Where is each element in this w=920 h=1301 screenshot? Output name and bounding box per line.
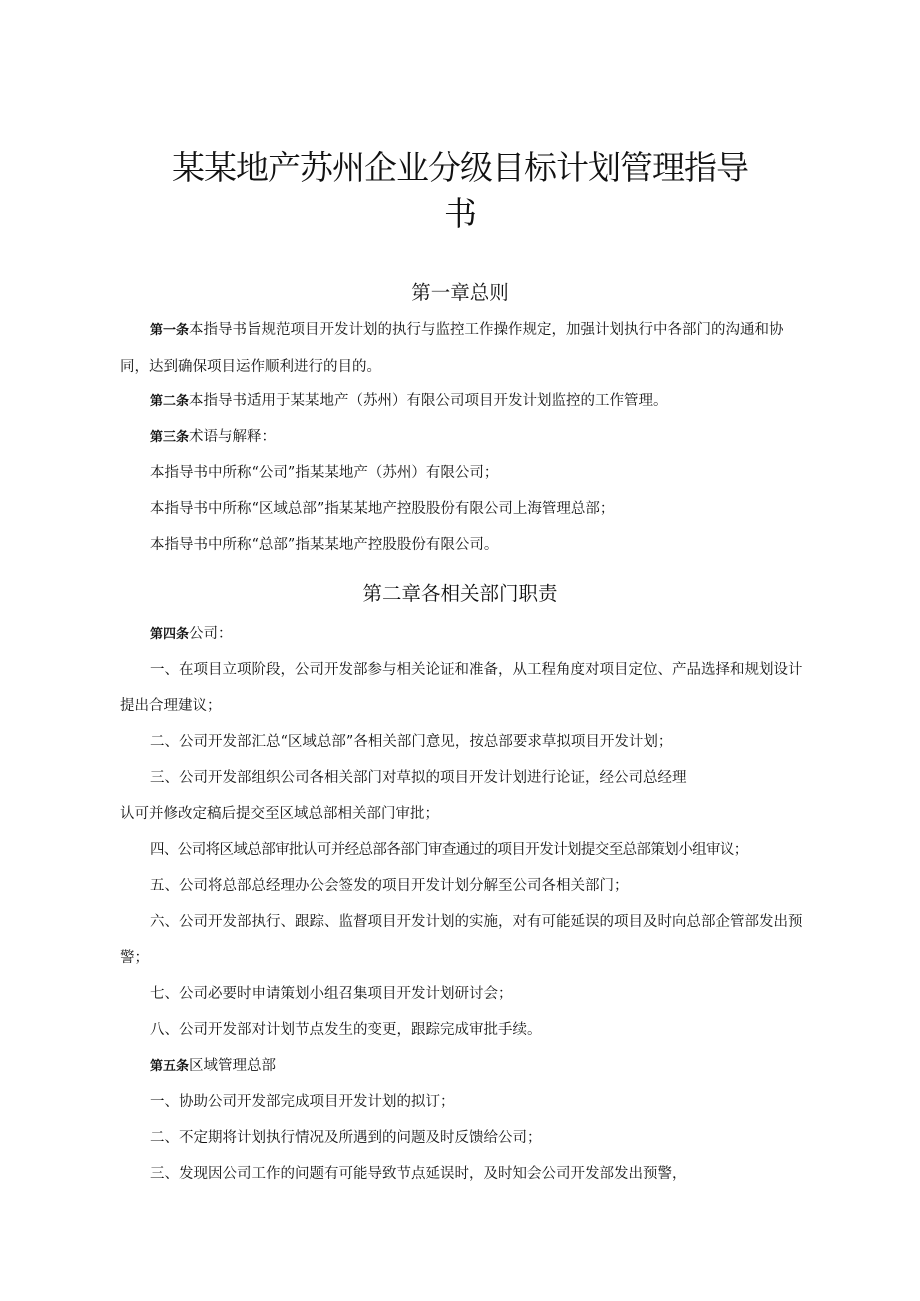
- title-line-2: 书: [444, 194, 476, 233]
- chapter-1-heading: 第一章总则: [411, 281, 509, 304]
- article-4-item-5: 五、公司将总部总经理办公会签发的项目开发计划分解至公司各相关部门；: [150, 878, 629, 894]
- article-3-text: 术语与解释：: [189, 429, 277, 445]
- article-2-text: 本指导书适用于某某地产（苏州）有限公司项目开发计划监控的工作管理。: [189, 393, 668, 409]
- article-1-text: 本指导书旨规范项目开发计划的执行与监控工作操作规定，加强计划执行中各部门的沟通和协同，达到确保项目运作顺利进行的目的。: [120, 322, 784, 375]
- article-4-item-2: 二、公司开发部汇总“区域总部”各相关部门意见，按总部要求草拟项目开发计划；: [150, 734, 673, 750]
- article-5-item-1: 一、协助公司开发部完成项目开发计划的拟订；: [150, 1094, 455, 1110]
- article-4-item-1: 一、在项目立项阶段，公司开发部参与相关论证和准备，从工程角度对项目定位、产品选择和规划设计提出合理建议；: [120, 662, 803, 714]
- title-line-1: 某某地产苏州企业分级目标计划管理指导: [172, 148, 748, 187]
- article-2-lead: 第二条: [150, 394, 190, 409]
- article-1-lead: 第一条: [150, 323, 190, 338]
- article-4: [120, 616, 810, 653]
- document-title: [120, 145, 800, 237]
- article-2: [120, 383, 810, 420]
- article-4-item-6: 六、公司开发部执行、跟踪、监督项目开发计划的实施，对有可能延误的项目及时向总部企管部发出预警；: [120, 914, 803, 966]
- article-4-item-4: 四、公司将区域总部审批认可并经总部各部门审查通过的项目开发计划提交至总部策划小组审议；: [150, 842, 748, 858]
- definition-2: 本指导书中所称“区域总部”指某某地产控股股份有限公司上海管理总部；: [150, 501, 615, 517]
- article-4-item-3b: 认可并修改定稿后提交至区域总部相关部门审批；: [120, 806, 439, 822]
- article-5-lead: 第五条: [150, 1059, 190, 1074]
- article-5-text: 区域管理总部: [189, 1058, 277, 1074]
- article-4-text: 公司：: [189, 626, 233, 642]
- definition-1: 本指导书中所称“公司”指某某地产（苏州）有限公司；: [150, 465, 499, 481]
- article-4-lead: 第四条: [150, 627, 190, 642]
- article-4-item-7: 七、公司必要时申请策划小组召集项目开发计划研讨会；: [150, 986, 513, 1002]
- article-3: [120, 419, 810, 456]
- chapter-2-heading: 第二章各相关部门职责: [362, 582, 558, 605]
- article-4-item-8: 八、公司开发部对计划节点发生的变更，跟踪完成审批手续。: [150, 1022, 542, 1038]
- definition-3: 本指导书中所称“总部”指某某地产控股股份有限公司。: [150, 537, 499, 553]
- article-3-lead: 第三条: [150, 430, 190, 445]
- article-5: [120, 1048, 810, 1085]
- article-1: [120, 312, 810, 385]
- article-5-item-3: 三、发现因公司工作的问题有可能导致节点延误时，及时知会公司开发部发出预警，: [150, 1166, 687, 1182]
- article-4-item-3a: 三、公司开发部组织公司各相关部门对草拟的项目开发计划进行论证，经公司总经理: [150, 770, 687, 786]
- article-5-item-2: 二、不定期将计划执行情况及所遇到的问题及时反馈给公司；: [150, 1130, 542, 1146]
